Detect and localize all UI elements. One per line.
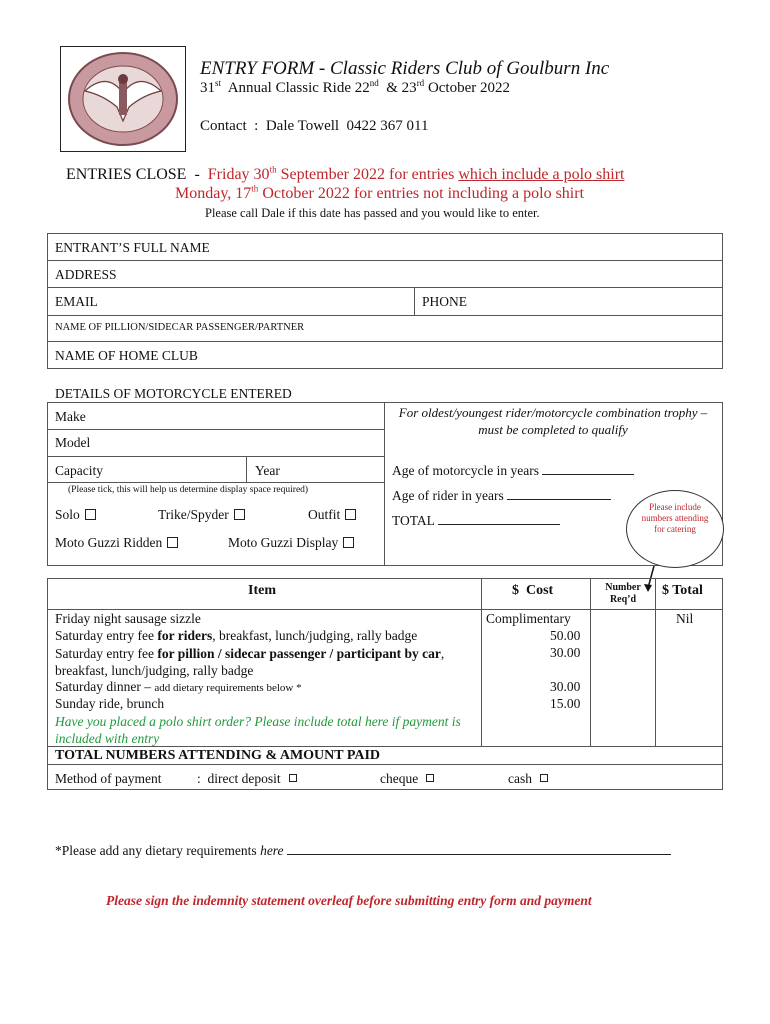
trike-checkbox[interactable]	[234, 509, 245, 520]
col-total-header: $ Total	[662, 583, 703, 598]
guzzi-display-checkbox[interactable]	[343, 537, 354, 548]
cost-sunday-ride: 15.00	[550, 696, 581, 711]
outfit-option[interactable]: Outfit	[308, 507, 356, 523]
full-name-field[interactable]: ENTRANT’S FULL NAME	[55, 240, 210, 255]
col-item-header: Item	[248, 583, 276, 598]
model-field[interactable]: Model	[55, 435, 91, 450]
total-sausage-sizzle: Nil	[676, 611, 694, 626]
payment-cash[interactable]: cash	[508, 771, 548, 787]
payment-direct-deposit[interactable]: : direct deposit	[197, 771, 297, 787]
club-logo-emblem	[67, 51, 179, 147]
form-title: ENTRY FORM - Classic Riders Club of Goulburn Inc	[200, 58, 610, 79]
cost-sausage-sizzle: Complimentary	[486, 611, 571, 626]
cheque-checkbox[interactable]	[426, 774, 434, 782]
motorcycle-heading: DETAILS OF MOTORCYCLE ENTERED	[55, 386, 292, 401]
cash-checkbox[interactable]	[540, 774, 548, 782]
phone-field[interactable]: PHONE	[422, 294, 468, 309]
guzzi-ridden-option[interactable]: Moto Guzzi Ridden	[55, 535, 178, 551]
col-cost-header: $ Cost	[512, 583, 554, 598]
email-field[interactable]: EMAIL	[55, 294, 98, 309]
catering-callout: Please include numbers attending for catering	[626, 490, 724, 568]
pillion-name-field[interactable]: NAME OF PILLION/SIDECAR PASSENGER/PARTNER	[55, 322, 305, 333]
direct-deposit-checkbox[interactable]	[289, 774, 297, 782]
trike-option[interactable]: Trike/Spyder	[158, 507, 245, 523]
age-rider-field[interactable]: Age of rider in years	[392, 488, 611, 504]
event-subtitle: 31st Annual Classic Ride 22nd & 23rd October 2022	[200, 78, 510, 96]
guzzi-display-option[interactable]: Moto Guzzi Display	[228, 535, 354, 551]
row-rider-entry: Saturday entry fee for riders, breakfast, lunch/judging, rally badge	[55, 628, 418, 643]
home-club-field[interactable]: NAME OF HOME CLUB	[55, 348, 198, 363]
tick-note: (Please tick, this will help us determine display space required)	[68, 485, 309, 495]
cost-rider-entry: 50.00	[550, 628, 581, 643]
cost-saturday-dinner: 30.00	[550, 679, 581, 694]
guzzi-ridden-checkbox[interactable]	[167, 537, 178, 548]
outfit-checkbox[interactable]	[345, 509, 356, 520]
payment-method-label: Method of payment	[55, 771, 162, 786]
col-number-header: Number Req’d	[605, 582, 641, 605]
indemnity-note: Please sign the indemnity statement overleaf before submitting entry form and payment	[106, 893, 592, 908]
make-field[interactable]: Make	[55, 409, 86, 424]
late-entry-note: Please call Dale if this date has passed and you would like to enter.	[205, 206, 540, 220]
trophy-note: For oldest/youngest rider/motorcycle combination trophy – must be completed to qualify	[398, 405, 708, 437]
address-field[interactable]: ADDRESS	[55, 267, 117, 282]
row-sausage-sizzle: Friday night sausage sizzle	[55, 611, 201, 626]
age-motorcycle-field[interactable]: Age of motorcycle in years	[392, 463, 634, 479]
polo-shirt-note: Have you placed a polo shirt order? Please include total here if payment is included with entry	[55, 714, 461, 746]
solo-option[interactable]: Solo	[55, 507, 96, 523]
solo-checkbox[interactable]	[85, 509, 96, 520]
contact-line: Contact : Dale Towell 0422 367 011	[200, 118, 429, 134]
logo-frame	[60, 46, 186, 152]
total-row-label: TOTAL NUMBERS ATTENDING & AMOUNT PAID	[55, 748, 381, 763]
payment-cheque[interactable]: cheque	[380, 771, 434, 787]
entries-close-line1: ENTRIES CLOSE - Friday 30th September 2022 for entries which include a polo shirt	[66, 164, 625, 183]
cost-pillion-entry: 30.00	[550, 645, 581, 660]
capacity-field[interactable]: Capacity	[55, 463, 103, 478]
row-sunday-ride: Sunday ride, brunch	[55, 696, 165, 711]
row-saturday-dinner: Saturday dinner – add dietary requirements below *	[55, 679, 302, 694]
entries-close-line2: Monday, 17th October 2022 for entries not including a polo shirt	[175, 183, 585, 202]
year-field[interactable]: Year	[255, 463, 280, 478]
total-age-field[interactable]: TOTAL	[392, 513, 560, 529]
dietary-requirements-field[interactable]: *Please add any dietary requirements here	[55, 843, 671, 859]
row-pillion-entry: Saturday entry fee for pillion / sidecar passenger / participant by car, breakfast, lunch/judging, rally badge	[55, 646, 445, 678]
